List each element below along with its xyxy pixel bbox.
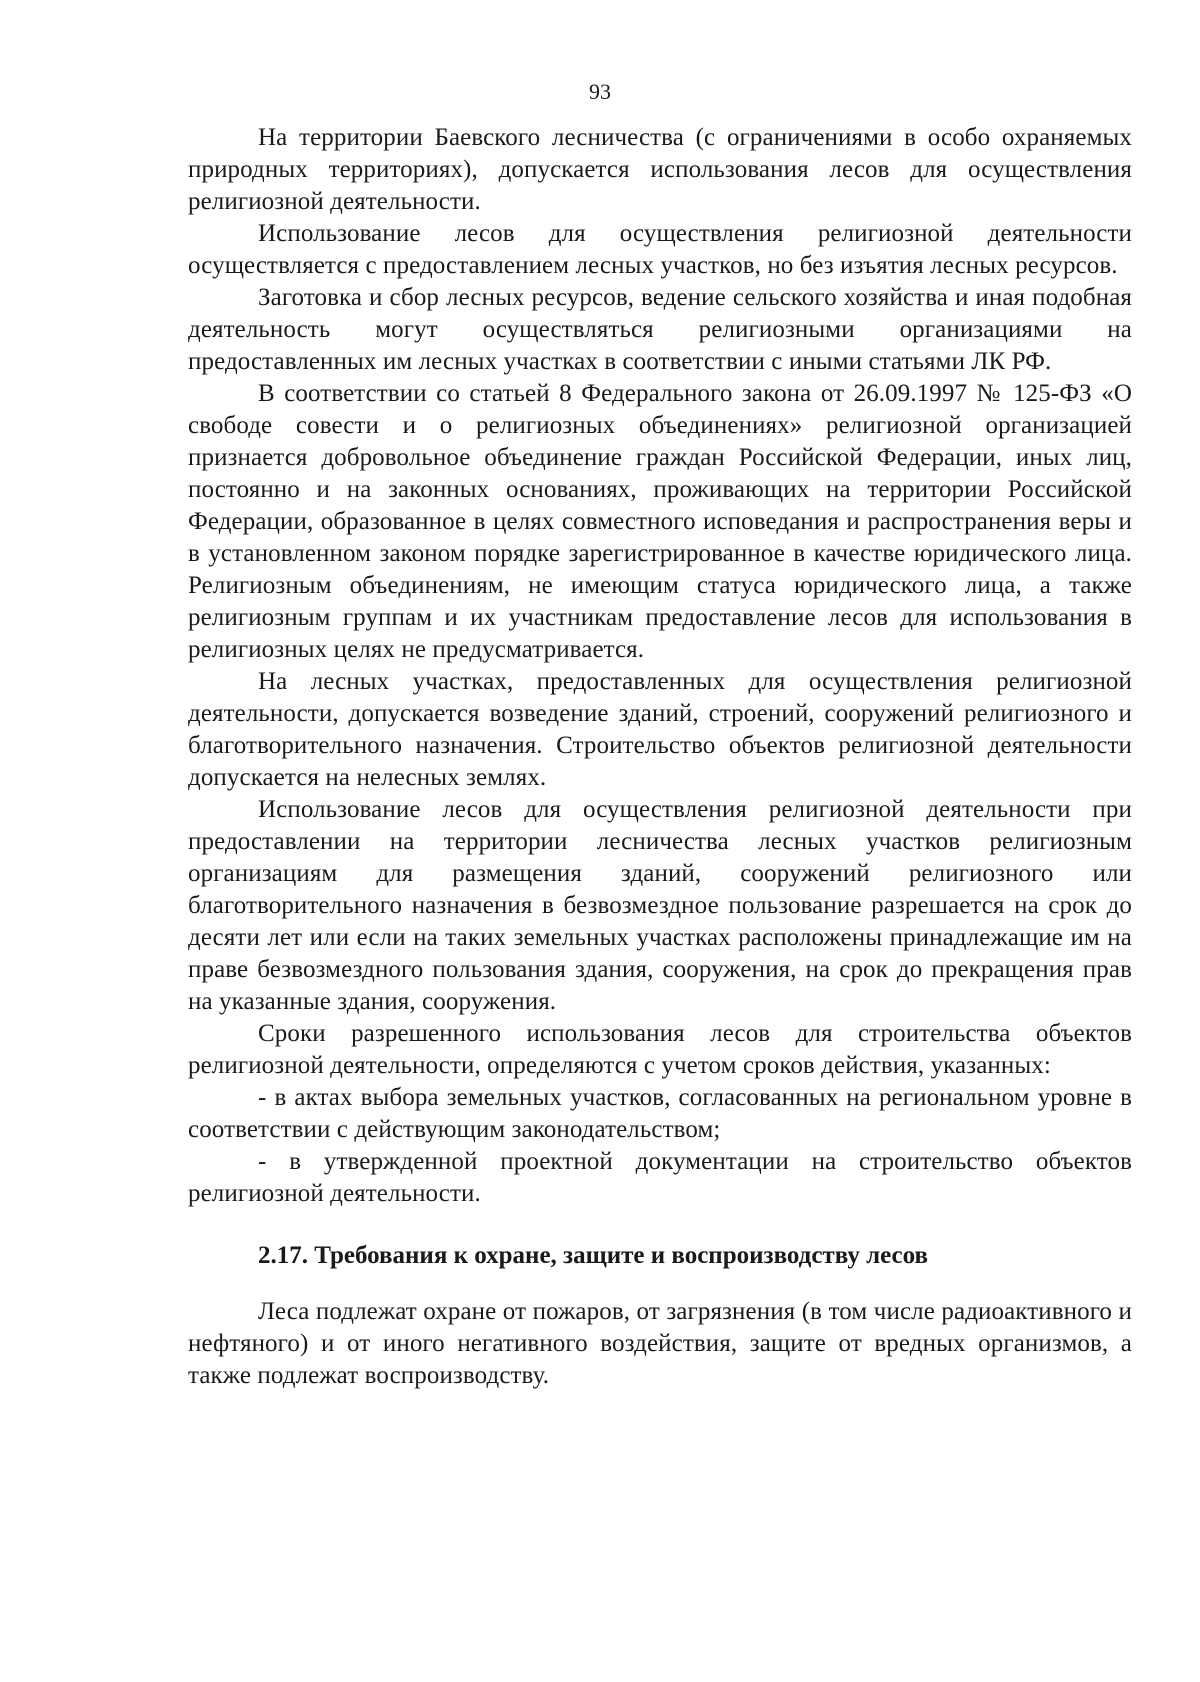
section-heading: 2.17. Требования к охране, защите и воспроизводству лесов bbox=[258, 1242, 928, 1269]
paragraph-baevskoe-forestry: На территории Баевского лесничества (с ограничениями в особо охраняемых природных территориях), допускается использования лесов для осуществления религиозной деятельности. bbox=[188, 124, 1132, 215]
paragraph-use-without-withdrawal: Использование лесов для осуществления религиозной деятельности осуществляется с предоставлением лесных участков, но без изъятия лесных ресурсов. bbox=[188, 220, 1132, 279]
list-item-land-selection-acts: - в актах выбора земельных участков, согласованных на региональном уровне в соответствии с действующим законодательством; bbox=[188, 1084, 1132, 1143]
page-body bbox=[188, 122, 1132, 1392]
list-item-project-documentation: - в утвержденной проектной документации на строительство объектов религиозной деятельности. bbox=[188, 1148, 1132, 1207]
paragraph-permitted-terms: Сроки разрешенного использования лесов для строительства объектов религиозной деятельности, определяются с учетом сроков действия, указанных: bbox=[188, 1020, 1132, 1079]
paragraph-forest-protection: Леса подлежат охране от пожаров, от загрязнения (в том числе радиоактивного и нефтяного) и от иного негативного воздействия, защите от вредных организмов, а также подлежат воспроизводству. bbox=[188, 1298, 1132, 1389]
paragraph-harvesting-resources: Заготовка и сбор лесных ресурсов, ведение сельского хозяйства и иная подобная деятельность могут осуществляться религиозными организациями на предоставленных им лесных участках в соответствии с иными статьями ЛК РФ. bbox=[188, 284, 1132, 375]
paragraph-construction-allowed: На лесных участках, предоставленных для осуществления религиозной деятельности, допускается возведение зданий, строений, сооружений религиозного и благотворительного назначения. Строительство объектов религиозной деятельности допускается на нелесных землях. bbox=[188, 668, 1132, 791]
paragraph-free-use-term: Использование лесов для осуществления религиозной деятельности при предоставлении на территории лесничества лесных участков религиозным организациям для размещения зданий, сооружений религиозного или благотворительного назначения в безвозмездное пользование разрешается на срок до десяти лет или если на таких земельных участках расположены принадлежащие им на праве безвозмездного пользования здания, сооружения, на срок до прекращения прав на указанные здания, сооружения. bbox=[188, 796, 1132, 1015]
paragraph-federal-law-125: В соответствии со статьей 8 Федерального закона от 26.09.1997 № 125-ФЗ «О свободе совести и о религиозных объединениях» религиозной организацией признается добровольное объединение граждан Российской Федерации, иных лиц, постоянно и на законных основаниях, проживающих на территории Российской Федерации, образованное в целях совместного исповедания и распространения веры и в установленном законом порядке зарегистрированное в качестве юридического лица. Религиозным объединениям, не имеющим статуса юридического лица, а также религиозным группам и их участникам предоставление лесов для использования в религиозных целях не предусматривается. bbox=[188, 380, 1132, 663]
page-number: 93 bbox=[589, 79, 611, 104]
